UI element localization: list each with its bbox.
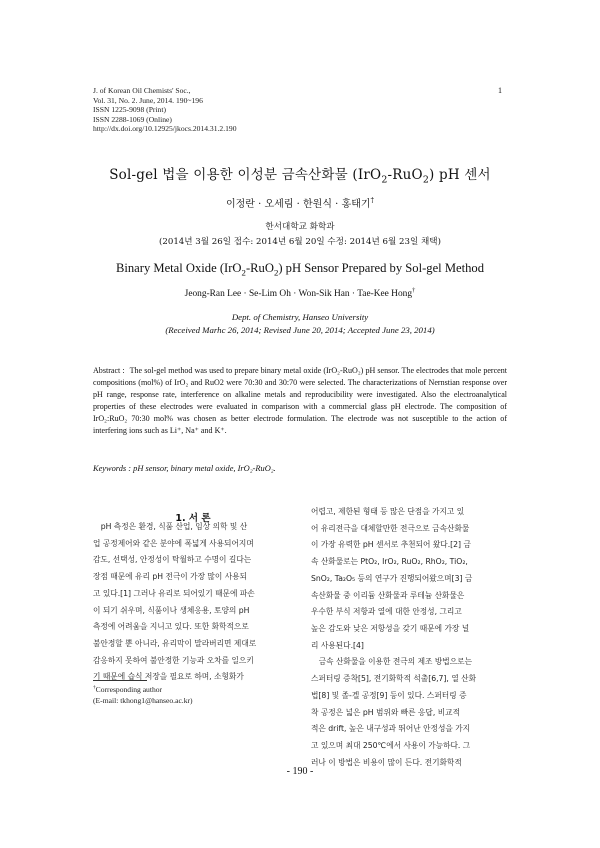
body-line: 업 공정제어와 같은 분야에 폭넓게 사용되어지며: [93, 538, 254, 548]
footnote-email: (E-mail: tkhong1@hanseo.ac.kr): [93, 696, 193, 705]
body-line: 이 가장 유력한 pH 센서로 추천되어 왔다.[2] 금: [311, 540, 471, 550]
header-line: Vol. 31, No. 2. June, 2014. 190~196: [93, 95, 203, 105]
body-line: 어 유리전극을 대체할만한 전극으로 금속산화물: [311, 523, 470, 533]
footnote-mark: †: [93, 684, 96, 691]
abstract-text: The sol-gel method was used to prepare binary metal oxide (IrO₂-RuO₂) pH sensor.: [129, 366, 400, 375]
header-line: ISSN 2288-1069 (Online): [93, 114, 172, 124]
korean-authors: 이정란 · 오세림 · 한원식 · 홍태기†: [225, 196, 375, 210]
english-dates: (Received Marhc 26, 2014; Revised June 20, 2014; Accepted June 23, 2014): [165, 325, 435, 335]
body-line: 적은 drift, 높은 내구성과 뛰어난 안정성을 가지: [311, 724, 471, 734]
body-line: 우수한 부식 저항과 열에 대한 안정성, 그리고: [311, 607, 462, 617]
body-line: pH 측정은 환경, 식품 산업, 임상 의학 및 산: [93, 522, 248, 531]
body-line: 고 있으며 최대 250℃에서 사용이 가능하다. 그: [311, 741, 471, 751]
body-line: 감응하지 못하여 불안정한 기능과 오차를 일으키: [93, 655, 254, 665]
page-footer-number: - 190 -: [286, 766, 314, 777]
body-line: 높은 감도와 낮은 저항성을 갖기 때문에 가장 널: [311, 624, 470, 634]
english-title: Binary Metal Oxide (IrO$_2$-RuO$_2$) pH Sensor Prepared by Sol-gel Method: [115, 261, 485, 278]
header-line: ISSN 1225-9098 (Print): [93, 105, 166, 115]
body-line: 감도, 선택성, 안정성이 탁월하고 수명이 길다는: [93, 555, 252, 565]
body-line: 러나 이 방법은 비용이 많이 든다. 전기화학적: [311, 757, 462, 767]
body-line: SnO₂, Ta₂O₅ 등의 연구가 진행되어왔으며[3] 금: [311, 573, 473, 583]
korean-title: Sol-gel 법을 이용한 이성분 금속산화물 (IrO$_2$-RuO$_2$) pH 센서: [109, 167, 491, 186]
corresponding-mark: †: [412, 286, 416, 294]
english-department: Dept. of Chemistry, Hanseo University: [231, 312, 369, 322]
body-line: 측정에 어려움을 지니고 있다. 또한 화학적으로: [93, 622, 249, 632]
body-line: 고 있다.[1] 그러나 유리로 되어있기 때문에 파손: [93, 588, 255, 598]
footnote-label: Corresponding author: [95, 685, 163, 694]
abstract-text: interference on alkaline metals and reproducibility were investigated. Also the electroanalytical: [180, 390, 507, 400]
page-number-top: 1: [498, 86, 502, 95]
abstract-text: properties of these electrodes were evaluated in comparison with a commercial glass pH electrode.: [93, 402, 437, 412]
abstract-text: The composition of IrO₂:RuO₂ 70:30 mol% was chosen as better electrode formulation. The: [93, 402, 507, 424]
abstract-text: The electrodes that mole percent compositions (mol%) of IrO₂ and RuO2 were 70:30 and 30:70: [93, 366, 507, 388]
abstract: [93, 365, 507, 437]
doi-link[interactable]: http://dx.doi.org/10.12925/jkocs.2014.31.2.190: [93, 124, 237, 134]
footnote-divider: [93, 680, 147, 681]
body-line: 리 사용된다.[4]: [311, 640, 364, 650]
body-line: 기 때문에 습식 저장을 필요로 하며, 소형화가: [93, 672, 244, 682]
body-line: 스퍼터링 증착[5], 전기화학적 석출[6,7], 열 산화: [311, 674, 477, 684]
footnote: [93, 684, 193, 706]
left-column: [93, 519, 293, 686]
abstract-label: Abstract :: [93, 366, 125, 375]
journal-header: [93, 86, 237, 134]
section-heading: 1. 서 론: [175, 513, 211, 524]
abstract-text: were selected. The characterizations of Nernstian response over pH range, response rate,: [93, 378, 508, 400]
right-column: [311, 504, 511, 772]
korean-dates: (2014년 3월 26일 접수: 2014년 6월 20일 수정: 2014년 6월 23일 채택): [159, 237, 441, 247]
body-line: 금속 산화물을 이용한 전극의 제조 방법으로는: [311, 657, 473, 667]
header-line: J. of Korean Oil Chemists' Soc.,: [93, 86, 191, 95]
body-line: 착 공정은 넓은 pH 범위와 빠른 응답, 비교적: [311, 707, 461, 717]
body-line: 법[8] 및 졸-겔 공정[9] 등이 있다. 스퍼터링 증: [311, 690, 467, 700]
body-line: 속 산화물로는 PtO₂, IrO₂, RuO₂, RhO₂, TiO₂,: [311, 557, 468, 567]
body-line: 불안정할 뿐 아니라, 유리막이 말라버리면 제대로: [93, 639, 257, 649]
body-line: 속산화물 중 이리듐 산화물과 루테늄 산화물은: [311, 590, 465, 600]
body-line: 어렵고, 제한된 형태 등 많은 단점을 가지고 있: [311, 507, 465, 516]
body-line: 장점 때문에 유리 pH 전극이 가장 많이 사용되: [93, 572, 248, 582]
body-line: 이 되기 쉬우며, 식품이나 생체응용, 토양의 pH: [93, 605, 250, 615]
korean-affiliation: 한서대학교 화학과: [265, 222, 335, 232]
english-authors: Jeong-Ran Lee · Se-Lim Oh · Won-Sik Han · Tae-Kee Hong†: [184, 286, 416, 299]
abstract-text: electrode was not susceptible to the action of interfering ions such as Li⁺, Na⁺ and K⁺.: [93, 414, 508, 436]
corresponding-mark: †: [370, 196, 375, 205]
keywords: Keywords : pH sensor, binary metal oxide, IrO₂-RuO₂.: [93, 464, 276, 473]
